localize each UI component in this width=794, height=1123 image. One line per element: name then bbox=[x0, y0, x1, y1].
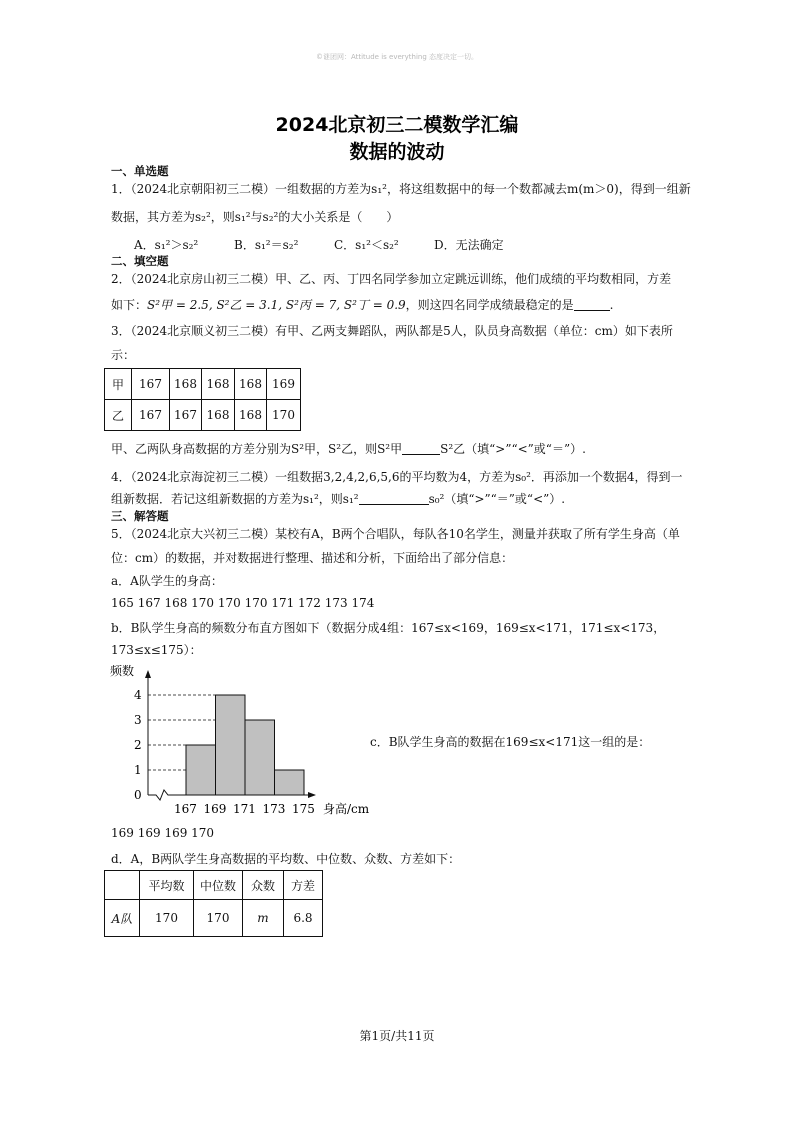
q5-b-line2: 173≤x≤175）： bbox=[111, 643, 202, 657]
q5-d-text: d．A，B两队学生身高数据的平均数、中位数、众数、方差如下： bbox=[111, 852, 461, 866]
q1-option-d[interactable]: D．无法确定 bbox=[434, 238, 504, 252]
q5-stats-table bbox=[104, 870, 323, 937]
q5-line1: 5．（2024北京大兴初三二模）某校有A，B两个合唱队，每队各10名学生，测量并获取了所有学生身高（单 bbox=[111, 527, 680, 541]
q5-a-label: a．A队学生的身高： bbox=[111, 574, 223, 588]
q5-b-line1: b．B队学生身高的频数分布直方图如下（数据分成4组：167≤x<169，169≤x<171，171≤x<173， bbox=[111, 621, 666, 635]
q3-answer-blank[interactable] bbox=[402, 442, 440, 455]
q4-answer-blank[interactable] bbox=[359, 492, 429, 505]
table-cell: 169 bbox=[267, 369, 301, 400]
q3-height-table bbox=[104, 368, 301, 431]
section-heading-fill-blank: 二、填空题 bbox=[111, 254, 169, 268]
histogram-chart bbox=[100, 660, 380, 820]
y-axis-arrow bbox=[145, 670, 151, 678]
y-tick-label: 4 bbox=[134, 688, 142, 702]
table-cell: 方差 bbox=[284, 871, 323, 900]
table-cell: 167 bbox=[170, 400, 202, 431]
histogram-bar bbox=[275, 770, 305, 795]
table-cell: 168 bbox=[202, 369, 235, 400]
histogram-bar bbox=[245, 720, 275, 795]
histogram-bar bbox=[186, 745, 216, 795]
y-tick-label: 0 bbox=[134, 788, 142, 802]
x-axis-arrow bbox=[308, 792, 316, 798]
table-cell: 170 bbox=[140, 900, 194, 937]
x-axis-title: 身高/cm bbox=[323, 802, 370, 816]
q1-option-b[interactable]: B．s₁²＝s₂² bbox=[234, 238, 299, 252]
y-axis-title: 频数 bbox=[110, 664, 135, 678]
histogram-bar bbox=[216, 695, 246, 795]
page-footer: 第1页/共11页 bbox=[359, 1029, 435, 1043]
table-cell: 167 bbox=[132, 400, 170, 431]
q1-option-c[interactable]: C．s₁²＜s₂² bbox=[334, 238, 399, 252]
table-cell: 甲 bbox=[105, 369, 132, 400]
q5-line2: 位：cm）的数据，并对数据进行整理、描述和分析，下面给出了部分信息： bbox=[111, 551, 514, 565]
q4-line2 bbox=[111, 490, 565, 507]
q3-after-table bbox=[111, 440, 586, 457]
q2-variance-formula: S²甲 = 2.5, S²乙 = 3.1, S²丙 = 7, S²丁 = 0.9 bbox=[147, 298, 406, 312]
q2-line1: 2．（2024北京房山初三二模）甲、乙、丙、丁四名同学参加立定跳远训练，他们成绩的平均数相同，方差 bbox=[111, 272, 672, 286]
table-cell: 中位数 bbox=[194, 871, 243, 900]
q2-line2 bbox=[111, 296, 614, 313]
q3-line1: 3．（2024北京顺义初三二模）有甲、乙两支舞蹈队，两队都是5人，队员身高数据（单位：cm）如下表所 bbox=[111, 324, 673, 338]
q4-line2-suffix: s₀²（填“>”“＝”或“<”）. bbox=[428, 492, 566, 506]
x-tick-label: 167 bbox=[174, 802, 197, 816]
table-cell: 168 bbox=[202, 400, 235, 431]
watermark: ©谜团网：Attitude is everything 态度决定一切。 bbox=[315, 53, 479, 61]
section-heading-solutions: 三、解答题 bbox=[111, 509, 169, 523]
cell-text: A队 bbox=[111, 911, 133, 926]
table-cell: 6.8 bbox=[284, 900, 323, 937]
x-tick-label: 171 bbox=[233, 802, 256, 816]
table-cell: 168 bbox=[235, 400, 267, 431]
page-title: 2024北京初三二模数学汇编 bbox=[275, 114, 519, 136]
table-cell bbox=[105, 871, 140, 900]
q1-option-a[interactable]: A．s₁²＞s₂² bbox=[134, 238, 199, 252]
x-tick-label: 175 bbox=[292, 802, 315, 816]
y-tick-label: 1 bbox=[134, 763, 142, 777]
q2-line2-prefix: 如下： bbox=[111, 298, 148, 312]
section-heading-single-choice: 一、单选题 bbox=[111, 164, 169, 178]
table-cell: 众数 bbox=[243, 871, 284, 900]
q3-line2: 示： bbox=[111, 348, 136, 362]
q5-c-text: c．B队学生身高的数据在169≤x<171这一组的是： bbox=[370, 735, 651, 749]
q5-c-data: 169 169 169 170 bbox=[111, 826, 215, 840]
q3-after-suffix: （填“>”“<”或“＝”）. bbox=[465, 442, 586, 456]
table-cell: 170 bbox=[194, 900, 243, 937]
x-tick-label: 173 bbox=[262, 802, 286, 816]
q4-line1: 4．（2024北京海淀初三二模）一组数据3,2,4,2,6,5,6的平均数为4，方差为s₀²．再添加一个数据4，得到一 bbox=[111, 470, 683, 484]
y-tick-label: 2 bbox=[134, 738, 142, 752]
q2-line2-end: . bbox=[609, 298, 614, 312]
table-cell bbox=[105, 900, 140, 937]
q3-after-mid: S²乙 bbox=[440, 442, 466, 456]
table-cell: 平均数 bbox=[140, 871, 194, 900]
q3-after-prefix: 甲、乙两队身高数据的方差分别为S²甲，S²乙，则S²甲 bbox=[111, 442, 403, 456]
q1-line1: 1．（2024北京朝阳初三二模）一组数据的方差为s₁²，将这组数据中的每一个数都减去m(m＞0)，得到一组新 bbox=[111, 182, 691, 196]
q1-line2: 数据，其方差为s₂²，则s₁²与s₂²的大小关系是（ ） bbox=[111, 210, 399, 224]
cell-text: m bbox=[257, 911, 269, 925]
table-cell: 168 bbox=[170, 369, 202, 400]
table-cell: 170 bbox=[267, 400, 301, 431]
table-cell: 乙 bbox=[105, 400, 132, 431]
table-cell bbox=[243, 900, 284, 937]
y-tick-label: 3 bbox=[134, 713, 142, 727]
q5-a-data: 165 167 168 170 170 170 171 172 173 174 bbox=[111, 596, 375, 610]
x-tick-label: 169 bbox=[203, 802, 227, 816]
q4-line2-prefix: 组新数据．若记这组新数据的方差为s₁²，则s₁² bbox=[111, 492, 359, 506]
q2-line2-suffix: ，则这四名同学成绩最稳定的是 bbox=[405, 298, 574, 312]
q2-answer-blank[interactable] bbox=[574, 298, 610, 311]
table-cell: 167 bbox=[132, 369, 170, 400]
page-subtitle: 数据的波动 bbox=[349, 141, 445, 163]
table-cell: 168 bbox=[235, 369, 267, 400]
